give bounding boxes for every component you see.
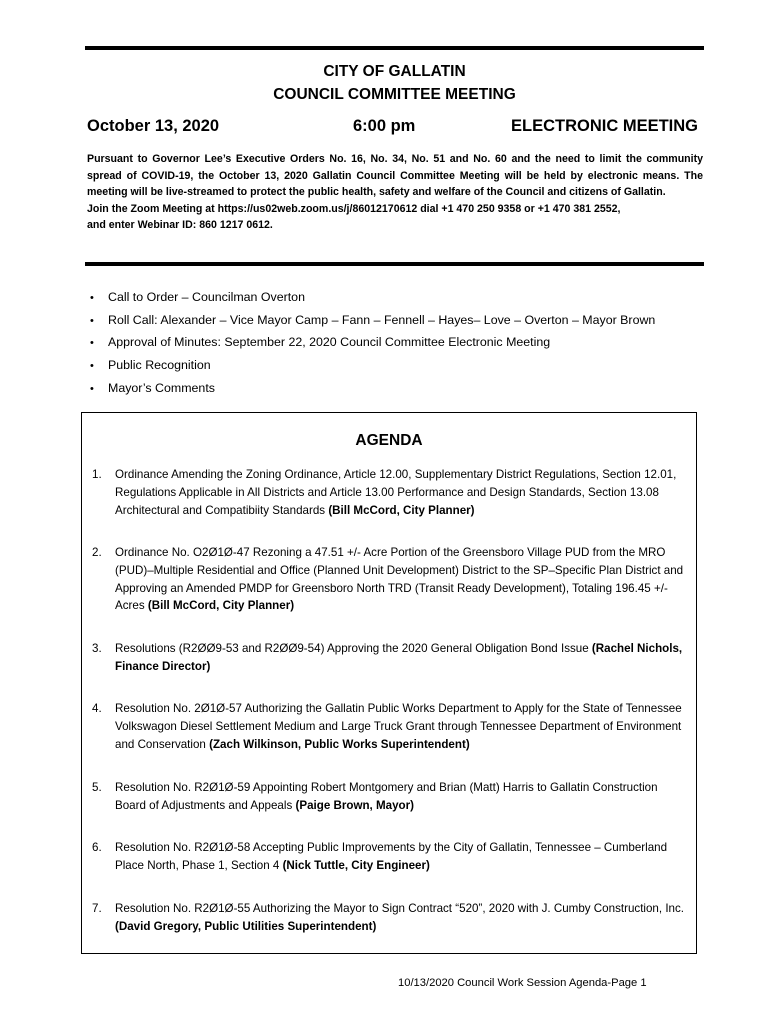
- agenda-item: [92, 466, 690, 519]
- agenda-title: AGENDA: [355, 432, 423, 449]
- agenda-item: [92, 700, 690, 753]
- item-presenter: (Bill McCord, City Planner): [328, 503, 475, 517]
- item-text: Resolution No. R2Ø1Ø-58 Accepting Public Improvements by the City of Gallatin, Tennessee – Cumberland Place North, Phase 1, Section 4: [115, 841, 668, 872]
- meeting-type: ELECTRONIC MEETING: [511, 117, 699, 135]
- bullet-icon: •: [90, 360, 94, 373]
- item-number: 2.: [92, 546, 102, 559]
- notice-block: [87, 151, 703, 234]
- bullet-text: Roll Call: Alexander – Vice Mayor Camp – Fann – Fennell – Hayes– Love – Overton – Mayor Brown: [108, 312, 656, 327]
- bullet-text: Call to Order – Councilman Overton: [108, 290, 305, 304]
- item-presenter: (Paige Brown, Mayor): [295, 798, 414, 812]
- meeting-title: COUNCIL COMMITTEE MEETING: [273, 86, 516, 103]
- bullet-text: Approval of Minutes: September 22, 2020 Council Committee Electronic Meeting: [108, 335, 551, 350]
- item-text: Resolutions (R2ØØ9-53 and R2ØØ9-54) Approving the 2020 General Obligation Bond Issue: [115, 642, 592, 655]
- agenda-item: [92, 900, 690, 936]
- opening-items-list: [90, 288, 655, 401]
- item-number: 3.: [92, 642, 102, 655]
- list-item: [90, 311, 655, 334]
- bullet-icon: •: [90, 337, 94, 350]
- meeting-time: 6:00 pm: [353, 117, 416, 135]
- item-number: 5.: [92, 781, 102, 794]
- meeting-date: October 13, 2020: [87, 117, 220, 135]
- bullet-icon: •: [90, 292, 94, 304]
- top-rule: [85, 46, 704, 50]
- item-presenter: (Zach Wilkinson, Public Works Superintendent): [209, 737, 470, 751]
- zoom-line-1: Join the Zoom Meeting at https://us02web.zoom.us/j/86012170612 dial +1 470 250 9358 or +1 470 381 2552,: [87, 202, 621, 215]
- item-text: Resolution No. 2Ø1Ø-57 Authorizing the Gallatin Public Works Department to Apply for the State of Tennessee Volkswagon Diesel Settlement Medium and Large Truck Grant through Tennessee Department of Environment and Conservation: [115, 702, 682, 751]
- notice-paragraph: Pursuant to Governor Lee’s Executive Orders No. 16, No. 34, No. 51 and No. 60 and the need to limit the community spread of COVID-19, the October 13, 2020 Gallatin Council Committee Meeting will be held by electronic means. The meeting will be live-streamed to protect the public health, safety and welfare of the Council and citizens of Gallatin.: [87, 153, 703, 199]
- list-item: [90, 333, 655, 356]
- agenda-item: [92, 779, 690, 815]
- bullet-text: Mayor’s Comments: [108, 380, 215, 395]
- item-text: Resolution No. R2Ø1Ø-59 Appointing Robert Montgomery and Brian (Matt) Harris to Gallatin Construction Board of Adjustments and Appeals: [115, 781, 658, 812]
- bullet-text: Public Recognition: [108, 358, 211, 373]
- item-text: Resolution No. R2Ø1Ø-55 Authorizing the Mayor to Sign Contract “520”, 2020 with J. Cumby Construction, Inc.: [115, 902, 685, 915]
- city-title: CITY OF GALLATIN: [323, 63, 466, 80]
- zoom-line-2: and enter Webinar ID: 860 1217 0612.: [87, 219, 273, 232]
- list-item: [90, 379, 655, 402]
- item-text: Ordinance Amending the Zoning Ordinance, Article 12.00, Supplementary District Regulations, Section 12.01, Regulations Applicable in All Districts and Article 13.00 Performance and Design Standards, Section 13.08 Architectural and Compatibiity Standards: [115, 468, 677, 517]
- agenda-item: [92, 640, 690, 676]
- item-number: 1.: [92, 468, 102, 481]
- item-presenter: (Nick Tuttle, City Engineer): [282, 858, 430, 872]
- item-presenter: (Rachel Nichols, Finance Director): [115, 642, 683, 673]
- item-presenter: (David Gregory, Public Utilities Superintendent): [115, 919, 377, 933]
- bullet-icon: •: [90, 314, 94, 327]
- item-number: 6.: [92, 841, 102, 854]
- bullet-icon: •: [90, 382, 94, 395]
- agenda-box: [81, 412, 697, 954]
- agenda-item: [92, 839, 690, 875]
- section-rule: [85, 262, 704, 266]
- item-presenter: (Bill McCord, City Planner): [147, 599, 295, 613]
- list-item: [90, 356, 655, 379]
- item-number: 7.: [92, 902, 102, 915]
- item-number: 4.: [92, 702, 102, 715]
- agenda-item: [92, 544, 690, 615]
- page-footer: 10/13/2020 Council Work Session Agenda-Page 1: [398, 977, 647, 989]
- item-text: Ordinance No. O2Ø1Ø-47 Rezoning a 47.51 +/- Acre Portion of the Greensboro Village PUD from the MRO (PUD)–Multiple Residential and Office (Planned Unit Development) District to the SP–Specific Plan District and Approving an Amended PMDP for Greensboro North TRD (Transit Ready Development), Totaling 196.45 +/- Acres: [115, 546, 684, 613]
- list-item: [90, 288, 655, 311]
